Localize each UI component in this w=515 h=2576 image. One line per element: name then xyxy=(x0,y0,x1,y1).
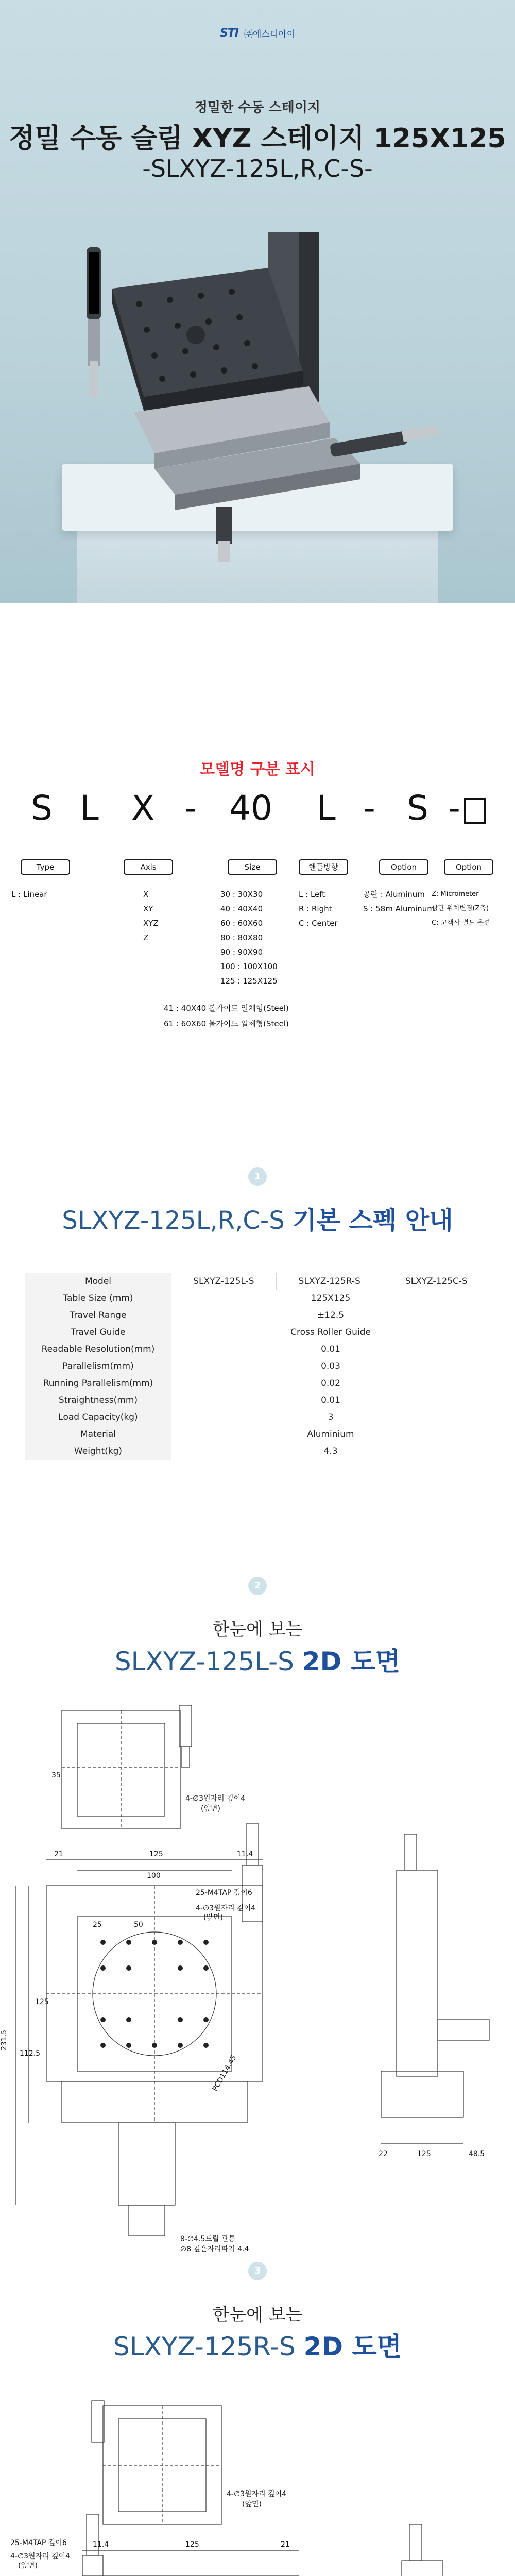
code-box-option: Option xyxy=(379,859,428,875)
spec-title-model: SLXYZ-125L,R,C-S xyxy=(62,1206,293,1235)
drawing-label: 25-M4TAP 깊이6 xyxy=(196,1889,252,1897)
code-char: - xyxy=(363,788,375,828)
spec-label-cell: Straightness(mm) xyxy=(25,1392,171,1409)
drawing-label: (앞면) xyxy=(203,1913,223,1922)
table-row xyxy=(25,1443,490,1460)
drawing-label: 4-∅3원자리 깊이4 xyxy=(196,1904,256,1912)
spec-header-cell: SLXYZ-125C-S xyxy=(383,1273,490,1290)
code-box-type: Type xyxy=(21,859,70,875)
drawing-title-label: 2D 도면 xyxy=(303,2332,402,2362)
spec-header-cell: Model xyxy=(25,1273,171,1290)
handle-values: L : Left R : Right C : Center xyxy=(299,890,338,928)
spec-value-cell: 0.02 xyxy=(171,1375,490,1392)
section-number-badge: 1 xyxy=(248,1167,267,1186)
table-row xyxy=(25,1409,490,1426)
model-note: 41 : 40X40 볼가이드 일체형(Steel) xyxy=(164,1004,289,1013)
spec-label-cell: Travel Range xyxy=(25,1307,171,1324)
code-char: S xyxy=(31,788,53,828)
spec-label-cell: Material xyxy=(25,1426,171,1443)
drawing-title-label: 2D 도면 xyxy=(302,1647,401,1676)
spec-table xyxy=(25,1273,490,1460)
drawing-label: PCD114.45 xyxy=(211,2054,238,2093)
dimension-label: 112.5 xyxy=(20,2049,41,2058)
code-char: L xyxy=(317,788,336,828)
dimension-label: 21 xyxy=(54,1850,63,1858)
drawing-kicker: 한눈에 보는 xyxy=(212,1619,303,1640)
code-box-size: Size xyxy=(228,859,277,875)
spec-label-cell: Table Size (mm) xyxy=(25,1290,171,1307)
drawing-label: 25-M4TAP 깊이6 xyxy=(10,2539,67,2547)
technical-drawing-125L xyxy=(0,1700,515,2262)
dimension-label: 125 xyxy=(185,2540,199,2549)
code-char: 40 xyxy=(229,788,272,828)
spec-value-cell: Cross Roller Guide xyxy=(171,1324,490,1341)
spec-value-cell: 4.3 xyxy=(171,1443,490,1460)
spec-title-label: 기본 스펙 안내 xyxy=(292,1206,453,1235)
dimension-label: 125 xyxy=(35,1998,49,2006)
section-number-badge: 2 xyxy=(248,1577,267,1595)
spec-label-cell: Parallelism(mm) xyxy=(25,1358,171,1375)
spec-label-cell: Readable Resolution(mm) xyxy=(25,1341,171,1358)
spec-value-cell: 3 xyxy=(171,1409,490,1426)
drawing-kicker: 한눈에 보는 xyxy=(212,2304,303,2325)
code-box-handle: 핸들방향 xyxy=(299,859,348,875)
drawing-title xyxy=(0,1641,515,1678)
drawing-title-model: SLXYZ-125L-S xyxy=(114,1647,302,1676)
table-row xyxy=(25,1426,490,1443)
dimension-label: 11.4 xyxy=(237,1850,253,1858)
model-code-row xyxy=(21,788,500,828)
drawing-125L xyxy=(0,1700,515,2262)
hero-tagline: 정밀한 수동 스테이지 xyxy=(194,100,321,115)
technical-drawing-125R xyxy=(0,2385,515,2576)
dimension-label: 21 xyxy=(281,2540,290,2549)
dimension-label: 11.4 xyxy=(93,2540,109,2549)
spec-label-cell: Travel Guide xyxy=(25,1324,171,1341)
spec-value-cell: 0.01 xyxy=(171,1392,490,1409)
xyz-stage-illustration xyxy=(0,0,515,603)
spec-label-cell: Load Capacity(kg) xyxy=(25,1409,171,1426)
spec-value-cell: 0.03 xyxy=(171,1358,490,1375)
brand-name: ㈜에스티아이 xyxy=(244,29,296,40)
model-note: 61 : 60X60 볼가이드 일체형(Steel) xyxy=(164,1019,289,1028)
code-char: S xyxy=(407,788,428,828)
size-values: 30 : 30X30 40 : 40X40 60 : 60X60 80 : 80X80 90 : 90X90 100 : 100X100 125 : 125X125 xyxy=(220,890,278,986)
brand-mark: STI xyxy=(219,27,238,40)
drawing-label: 4-∅3원자리 깊이4 xyxy=(10,2552,71,2561)
table-row xyxy=(25,1307,490,1324)
table-row xyxy=(25,1324,490,1341)
dimension-label: 125 xyxy=(149,1850,163,1858)
drawing-label: ∅8 깊은자리파기 4.4 xyxy=(180,2245,249,2253)
spec-section-title xyxy=(0,1200,515,1236)
table-row xyxy=(25,1358,490,1375)
spec-label-cell: Weight(kg) xyxy=(25,1443,171,1460)
model-code-heading: 모델명 구분 표시 xyxy=(200,760,315,778)
option1-values: 공란 : Aluminum S : 58m Aluminum xyxy=(363,890,435,913)
drawing-title-model: SLXYZ-125R-S xyxy=(113,2332,304,2362)
dimension-label: 125 xyxy=(417,2150,431,2158)
drawing-label: (앞면) xyxy=(242,2500,262,2509)
spec-header-cell: SLXYZ-125R-S xyxy=(276,1273,383,1290)
hero-subtitle: -SLXYZ-125L,R,C-S- xyxy=(142,155,373,182)
dimension-label: 22 xyxy=(379,2150,388,2158)
dimension-label: 25 xyxy=(93,1921,102,1929)
drawing-label: 4-∅3원자리 깊이4 xyxy=(185,1794,246,1803)
dimension-label: 35 xyxy=(52,1771,61,1780)
dimension-label: 50 xyxy=(134,1921,143,1929)
spec-value-cell: 125X125 xyxy=(171,1290,490,1307)
spec-value-cell: Aluminium xyxy=(171,1426,490,1443)
spec-header-cell: SLXYZ-125L-S xyxy=(171,1273,277,1290)
code-char: - xyxy=(184,788,197,828)
table-row xyxy=(25,1392,490,1409)
dimension-label: 100 xyxy=(147,1872,161,1880)
dimension-label: 48.5 xyxy=(469,2150,485,2158)
spec-table-header-row xyxy=(25,1273,490,1290)
spec-value-cell: 0.01 xyxy=(171,1341,490,1358)
axis-values: X XY XYZ Z xyxy=(143,890,159,942)
drawing-125R xyxy=(0,2385,515,2576)
drawing-label: 4-∅3원자리 깊이4 xyxy=(227,2490,287,2498)
section-number-badge: 3 xyxy=(248,2262,267,2280)
code-option-square xyxy=(464,798,486,824)
table-row xyxy=(25,1290,490,1307)
drawing-label: (앞면) xyxy=(201,1805,220,1813)
option2-values: Z: Micrometer 상단 위치변경(Z축) C: 고객사 별도 옵션 xyxy=(432,890,490,927)
code-char: L xyxy=(80,788,99,828)
code-char: - xyxy=(448,788,460,828)
drawing-label: 8-∅4.5드릴 관통 xyxy=(180,2235,235,2243)
spec-value-cell: ±12.5 xyxy=(171,1307,490,1324)
dimension-label: 231.5 xyxy=(0,2029,8,2050)
hero-banner xyxy=(0,0,515,603)
hero-title: 정밀 수동 슬림 XYZ 스테이지 125X125 xyxy=(9,123,506,154)
drawing-label: (앞면) xyxy=(18,2562,38,2570)
code-box-option-2: Option xyxy=(444,859,493,875)
code-char: X xyxy=(131,788,155,828)
drawing-title xyxy=(0,2326,515,2363)
spec-label-cell: Running Parallelism(mm) xyxy=(25,1375,171,1392)
code-box-axis: Axis xyxy=(124,859,173,875)
type-values: L : Linear xyxy=(11,890,47,899)
table-row xyxy=(25,1375,490,1392)
table-row xyxy=(25,1341,490,1358)
